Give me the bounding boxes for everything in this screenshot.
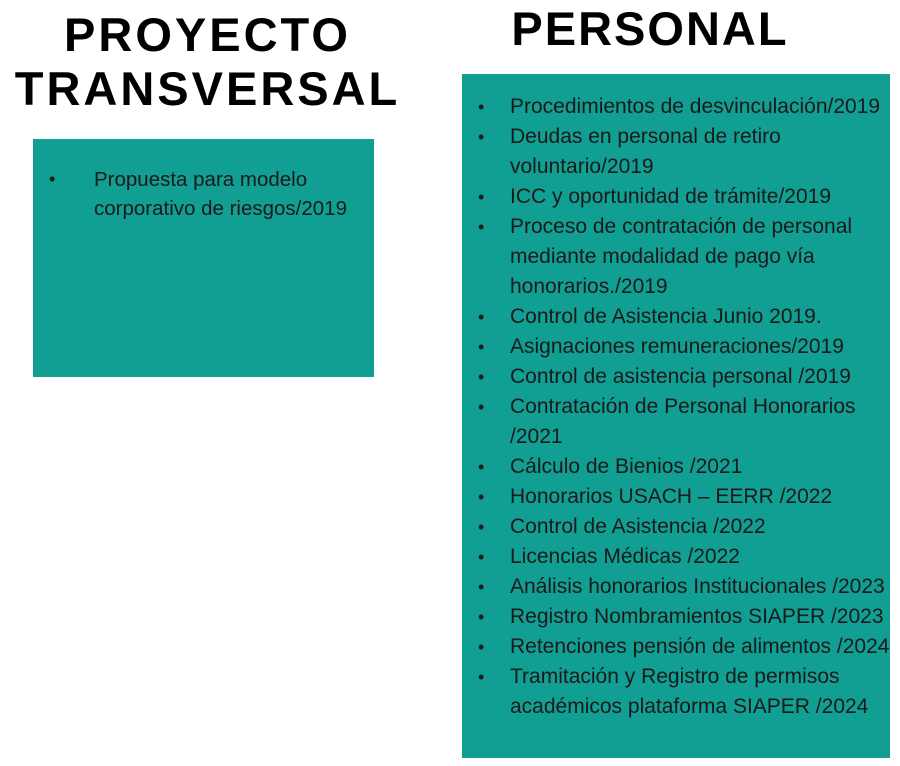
- list-item: [47, 165, 364, 223]
- list-item-text: Deudas en personal de retiro voluntario/2019: [510, 125, 781, 178]
- bullet-icon: •: [478, 577, 485, 597]
- list-item-text: Procedimientos de desvinculación/2019: [510, 95, 881, 118]
- list-item: [476, 182, 890, 212]
- list-item: [476, 542, 890, 572]
- list-item: [476, 632, 890, 662]
- personal-list: [476, 92, 890, 722]
- list-item: [476, 362, 890, 392]
- bullet-icon: •: [478, 367, 485, 387]
- list-item-text: Asignaciones remuneraciones/2019: [510, 335, 844, 358]
- bullet-icon: •: [478, 397, 485, 417]
- list-item: [476, 92, 890, 122]
- proyecto-transversal-list: [47, 165, 364, 223]
- bullet-icon: •: [478, 127, 485, 147]
- list-item: [476, 392, 890, 452]
- list-item: [476, 212, 890, 302]
- personal-heading: PERSONAL: [511, 2, 789, 55]
- list-item-text: Control de Asistencia /2022: [510, 515, 766, 538]
- list-item: [476, 122, 890, 182]
- bullet-icon: •: [478, 187, 485, 207]
- bullet-icon: •: [478, 217, 485, 237]
- list-item: [476, 452, 890, 482]
- bullet-icon: •: [478, 487, 485, 507]
- list-item-text: Cálculo de Bienios /2021: [510, 455, 743, 478]
- bullet-icon: •: [478, 307, 485, 327]
- bullet-icon: •: [478, 637, 485, 657]
- list-item: [476, 332, 890, 362]
- list-item: [476, 302, 890, 332]
- bullet-icon: •: [478, 667, 485, 687]
- list-item-text: Retenciones pensión de alimentos /2024: [510, 635, 890, 658]
- list-item-text: Análisis honorarios Institucionales /2023: [510, 575, 885, 598]
- list-item-text: Tramitación y Registro de permisos académicos plataforma SIAPER /2024: [510, 665, 869, 718]
- list-item-text: Contratación de Personal Honorarios /2021: [510, 395, 856, 448]
- personal-box: [462, 74, 890, 758]
- list-item-text: Control de asistencia personal /2019: [510, 365, 851, 388]
- bullet-icon: •: [478, 337, 485, 357]
- list-item: [476, 482, 890, 512]
- heading-line: PROYECTO: [64, 8, 351, 61]
- bullet-icon: •: [478, 607, 485, 627]
- list-item-text: Proceso de contratación de personal mediante modalidad de pago vía honorarios./2019: [510, 215, 853, 298]
- bullet-icon: •: [478, 457, 485, 477]
- list-item: [476, 512, 890, 542]
- list-item-text: Honorarios USACH – EERR /2022: [510, 485, 833, 508]
- bullet-icon: •: [478, 547, 485, 567]
- list-item: [476, 602, 890, 632]
- list-item-text: Control de Asistencia Junio 2019.: [510, 305, 822, 328]
- list-item: [476, 662, 890, 722]
- bullet-icon: •: [478, 97, 485, 117]
- list-item-text: Registro Nombramientos SIAPER /2023: [510, 605, 884, 628]
- list-item-text: ICC y oportunidad de trámite/2019: [510, 185, 832, 208]
- heading-line: TRANSVERSAL: [14, 62, 401, 115]
- list-item: [476, 572, 890, 602]
- list-item-text: Propuesta para modelo corporativo de riesgos/2019: [94, 168, 347, 220]
- proyecto-transversal-heading: [0, 8, 415, 116]
- bullet-icon: •: [49, 169, 56, 189]
- list-item-text: Licencias Médicas /2022: [510, 545, 740, 568]
- proyecto-transversal-box: [33, 139, 374, 377]
- bullet-icon: •: [478, 517, 485, 537]
